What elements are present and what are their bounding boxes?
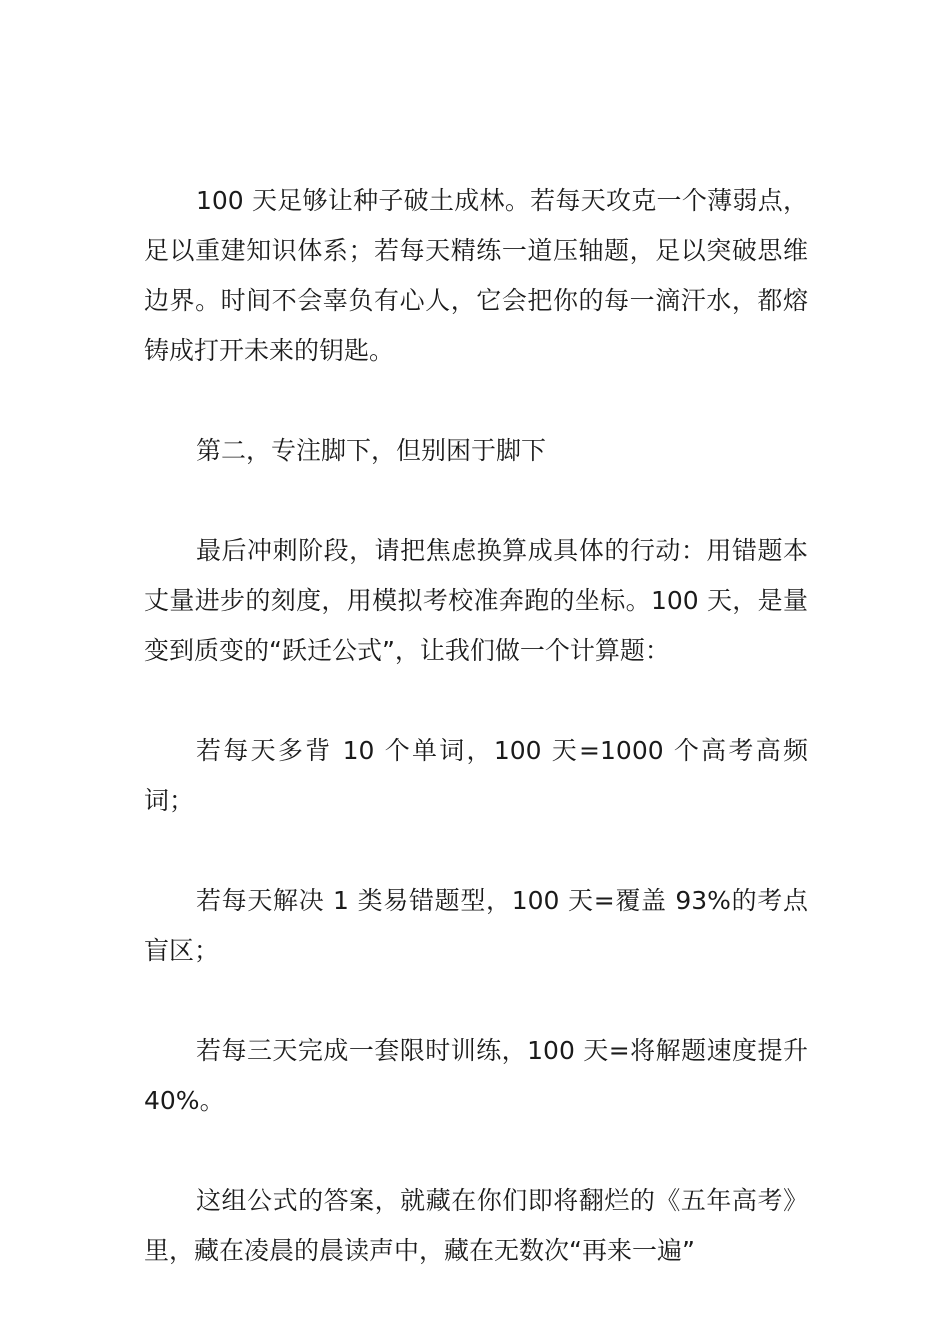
formula-timed-training: 若每三天完成一套限时训练，100 天=将解题速度提升40%。 <box>144 1036 808 1115</box>
formula-error-types: 若每天解决 1 类易错题型，100 天=覆盖 93%的考点盲区； <box>144 886 808 965</box>
section-heading-second: 第二，专注脚下，但别困于脚下 <box>196 436 547 465</box>
paragraph-seeds: 100 天足够让种子破土成林。若每天攻克一个薄弱点，足以重建知识体系；若每天精练一道压轴题，足以突破思维边界。时间不会辜负有心人，它会把你的每一滴汗水，都熔铸成打开未来的钥匙。 <box>144 186 808 365</box>
formula-words: 若每天多背 10 个单词，100 天=1000 个高考高频词； <box>144 736 808 815</box>
paragraph-answer: 这组公式的答案，就藏在你们即将翻烂的《五年高考》里，藏在凌晨的晨读声中，藏在无数次“再来一遍” <box>144 1186 808 1265</box>
paragraph-final-sprint: 最后冲刺阶段，请把焦虑换算成具体的行动：用错题本丈量进步的刻度，用模拟考校准奔跑的坐标。100 天，是量变到质变的“跃迁公式”，让我们做一个计算题： <box>144 536 808 665</box>
body-text <box>144 176 808 1276</box>
